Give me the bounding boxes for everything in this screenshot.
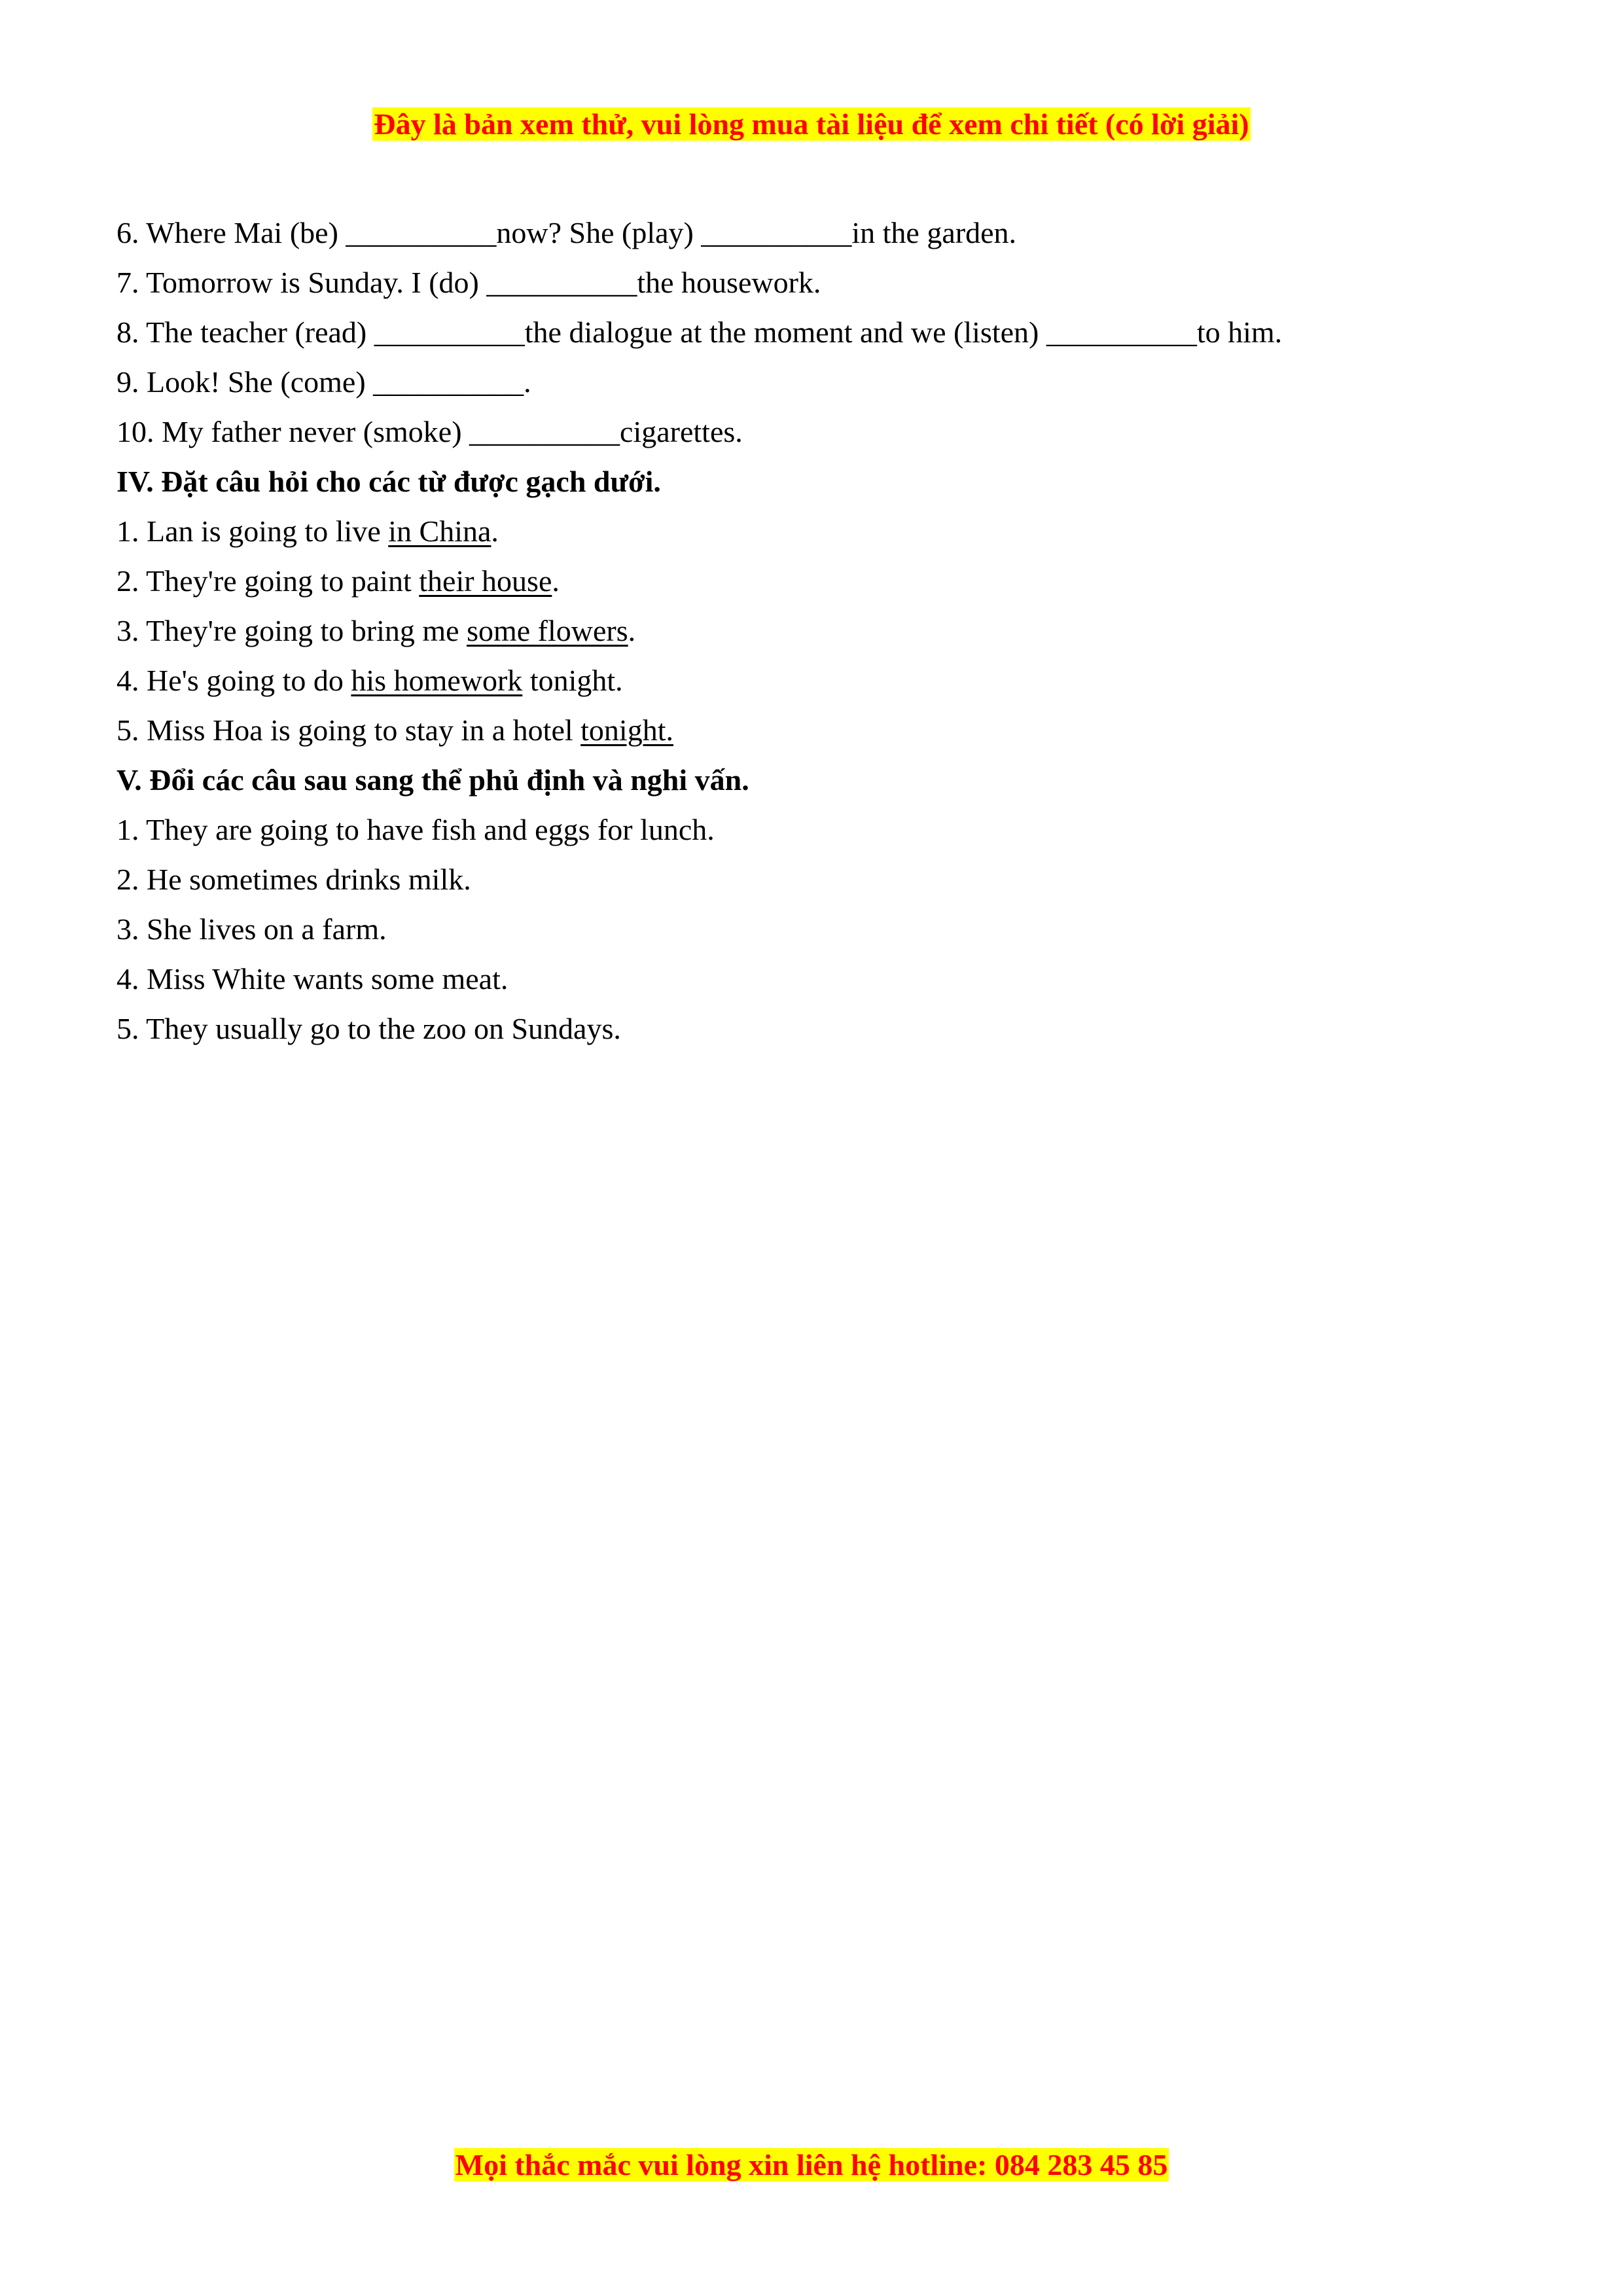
sentence-text: . bbox=[552, 564, 560, 598]
sentence-text: 4. He's going to do bbox=[116, 664, 351, 697]
sentence-text: 5. Miss Hoa is going to stay in a hotel bbox=[116, 713, 581, 747]
hotline-notice-text: Mọi thắc mắc vui lòng xin liên hệ hotline: 084 283 45 85 bbox=[455, 2148, 1168, 2181]
question-item bbox=[116, 606, 1524, 656]
sentence-text: 1. Lan is going to live bbox=[116, 514, 389, 548]
transform-item: 3. She lives on a farm. bbox=[116, 912, 387, 946]
exercise-item: 6. Where Mai (be) __________now? She (play) __________in the garden. bbox=[116, 216, 1016, 249]
section-heading-iv: IV. Đặt câu hỏi cho các từ được gạch dưới. bbox=[116, 465, 661, 498]
underlined-phrase: his homework bbox=[351, 664, 523, 697]
exercise-item: 9. Look! She (come) __________. bbox=[116, 365, 531, 399]
question-item bbox=[116, 556, 1524, 606]
underlined-phrase: in China bbox=[388, 514, 491, 548]
transform-item: 2. He sometimes drinks milk. bbox=[116, 863, 471, 896]
exercise-item: 10. My father never (smoke) __________cigarettes. bbox=[116, 415, 743, 448]
question-item bbox=[116, 706, 1524, 755]
underlined-phrase: some flowers bbox=[467, 614, 628, 647]
question-item bbox=[116, 656, 1524, 706]
sentence-text: . bbox=[628, 614, 636, 647]
worksheet-content bbox=[116, 208, 1524, 1054]
sentence-text: tonight. bbox=[522, 664, 623, 697]
question-item bbox=[116, 507, 1524, 556]
sentence-text: 2. They're going to paint bbox=[116, 564, 419, 598]
exercise-item: 7. Tomorrow is Sunday. I (do) __________the housework. bbox=[116, 266, 821, 299]
preview-notice-text: Đây là bản xem thử, vui lòng mua tài liệu để xem chi tiết (có lời giải) bbox=[374, 107, 1249, 141]
preview-notice-banner bbox=[0, 106, 1623, 143]
exercise-item: 8. The teacher (read) __________the dialogue at the moment and we (listen) __________to him. bbox=[116, 315, 1283, 349]
transform-item: 4. Miss White wants some meat. bbox=[116, 962, 508, 996]
section-heading-v: V. Đổi các câu sau sang thể phủ định và nghi vấn. bbox=[116, 763, 749, 797]
sentence-text: 3. They're going to bring me bbox=[116, 614, 467, 647]
transform-item: 1. They are going to have fish and eggs for lunch. bbox=[116, 813, 715, 846]
hotline-notice-banner bbox=[0, 2147, 1623, 2183]
underlined-phrase: their house bbox=[419, 564, 552, 598]
transform-item: 5. They usually go to the zoo on Sundays. bbox=[116, 1012, 621, 1045]
underlined-phrase: tonight. bbox=[580, 713, 673, 747]
sentence-text: . bbox=[491, 514, 499, 548]
